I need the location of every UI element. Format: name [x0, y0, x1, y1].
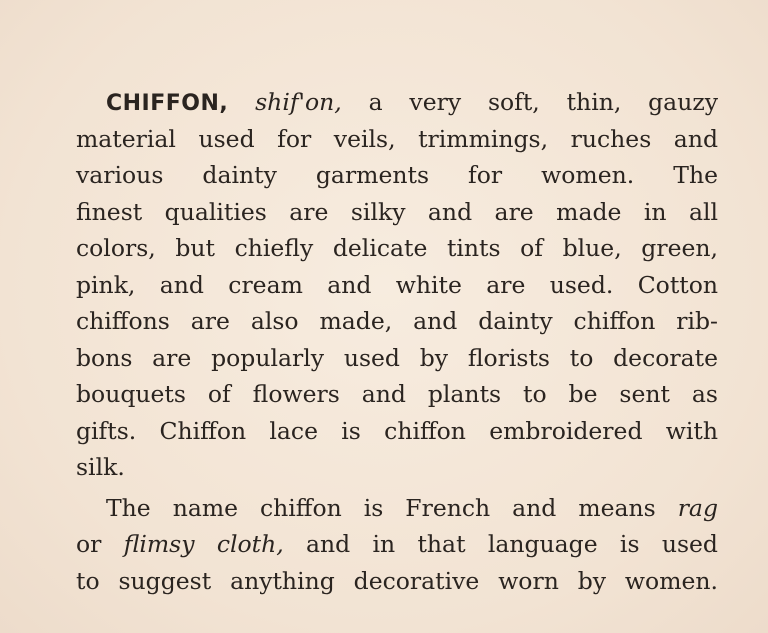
dictionary-entry	[76, 84, 718, 599]
etymology-italic-flimsy: flimsy cloth,	[123, 530, 284, 558]
headword: CHIFFON,	[106, 91, 229, 116]
entry-line-3: finest qualities are silky and are made in all	[76, 197, 718, 226]
entry-line-1: material used for veils, trimmings, ruches and	[76, 124, 718, 153]
entry-line-8: bouquets of flowers and plants to be sent as	[76, 380, 718, 408]
entry-first-line	[76, 84, 718, 121]
etymology-line-2	[76, 526, 718, 563]
etymology-italic-rag: rag	[677, 493, 718, 522]
etymology-line-1-text: The name chiffon is French and means	[106, 493, 656, 522]
pronunciation: shif'on,	[255, 88, 342, 116]
entry-line-10: silk.	[76, 453, 125, 481]
etymology-line-1	[76, 490, 718, 527]
etymology-line-3: to suggest anything decorative worn by women.	[76, 566, 718, 595]
entry-line-7: bons are popularly used by florists to decorate	[76, 343, 718, 372]
entry-line-4: colors, but chiefly delicate tints of blue, green,	[76, 234, 718, 262]
entry-line-9: gifts. Chiffon lace is chiffon embroidered with	[76, 416, 718, 445]
etymology-line-2-start: or	[76, 530, 102, 558]
entry-line-0: a very soft, thin, gauzy	[368, 88, 718, 116]
entry-line-5: pink, and cream and white are used. Cotton	[76, 270, 718, 299]
entry-line-6: chiffons are also made, and dainty chiffon rib-	[76, 307, 718, 335]
etymology-line-2-end: and in that language is used	[306, 530, 718, 558]
entry-line-2: various dainty garments for women. The	[76, 161, 718, 189]
